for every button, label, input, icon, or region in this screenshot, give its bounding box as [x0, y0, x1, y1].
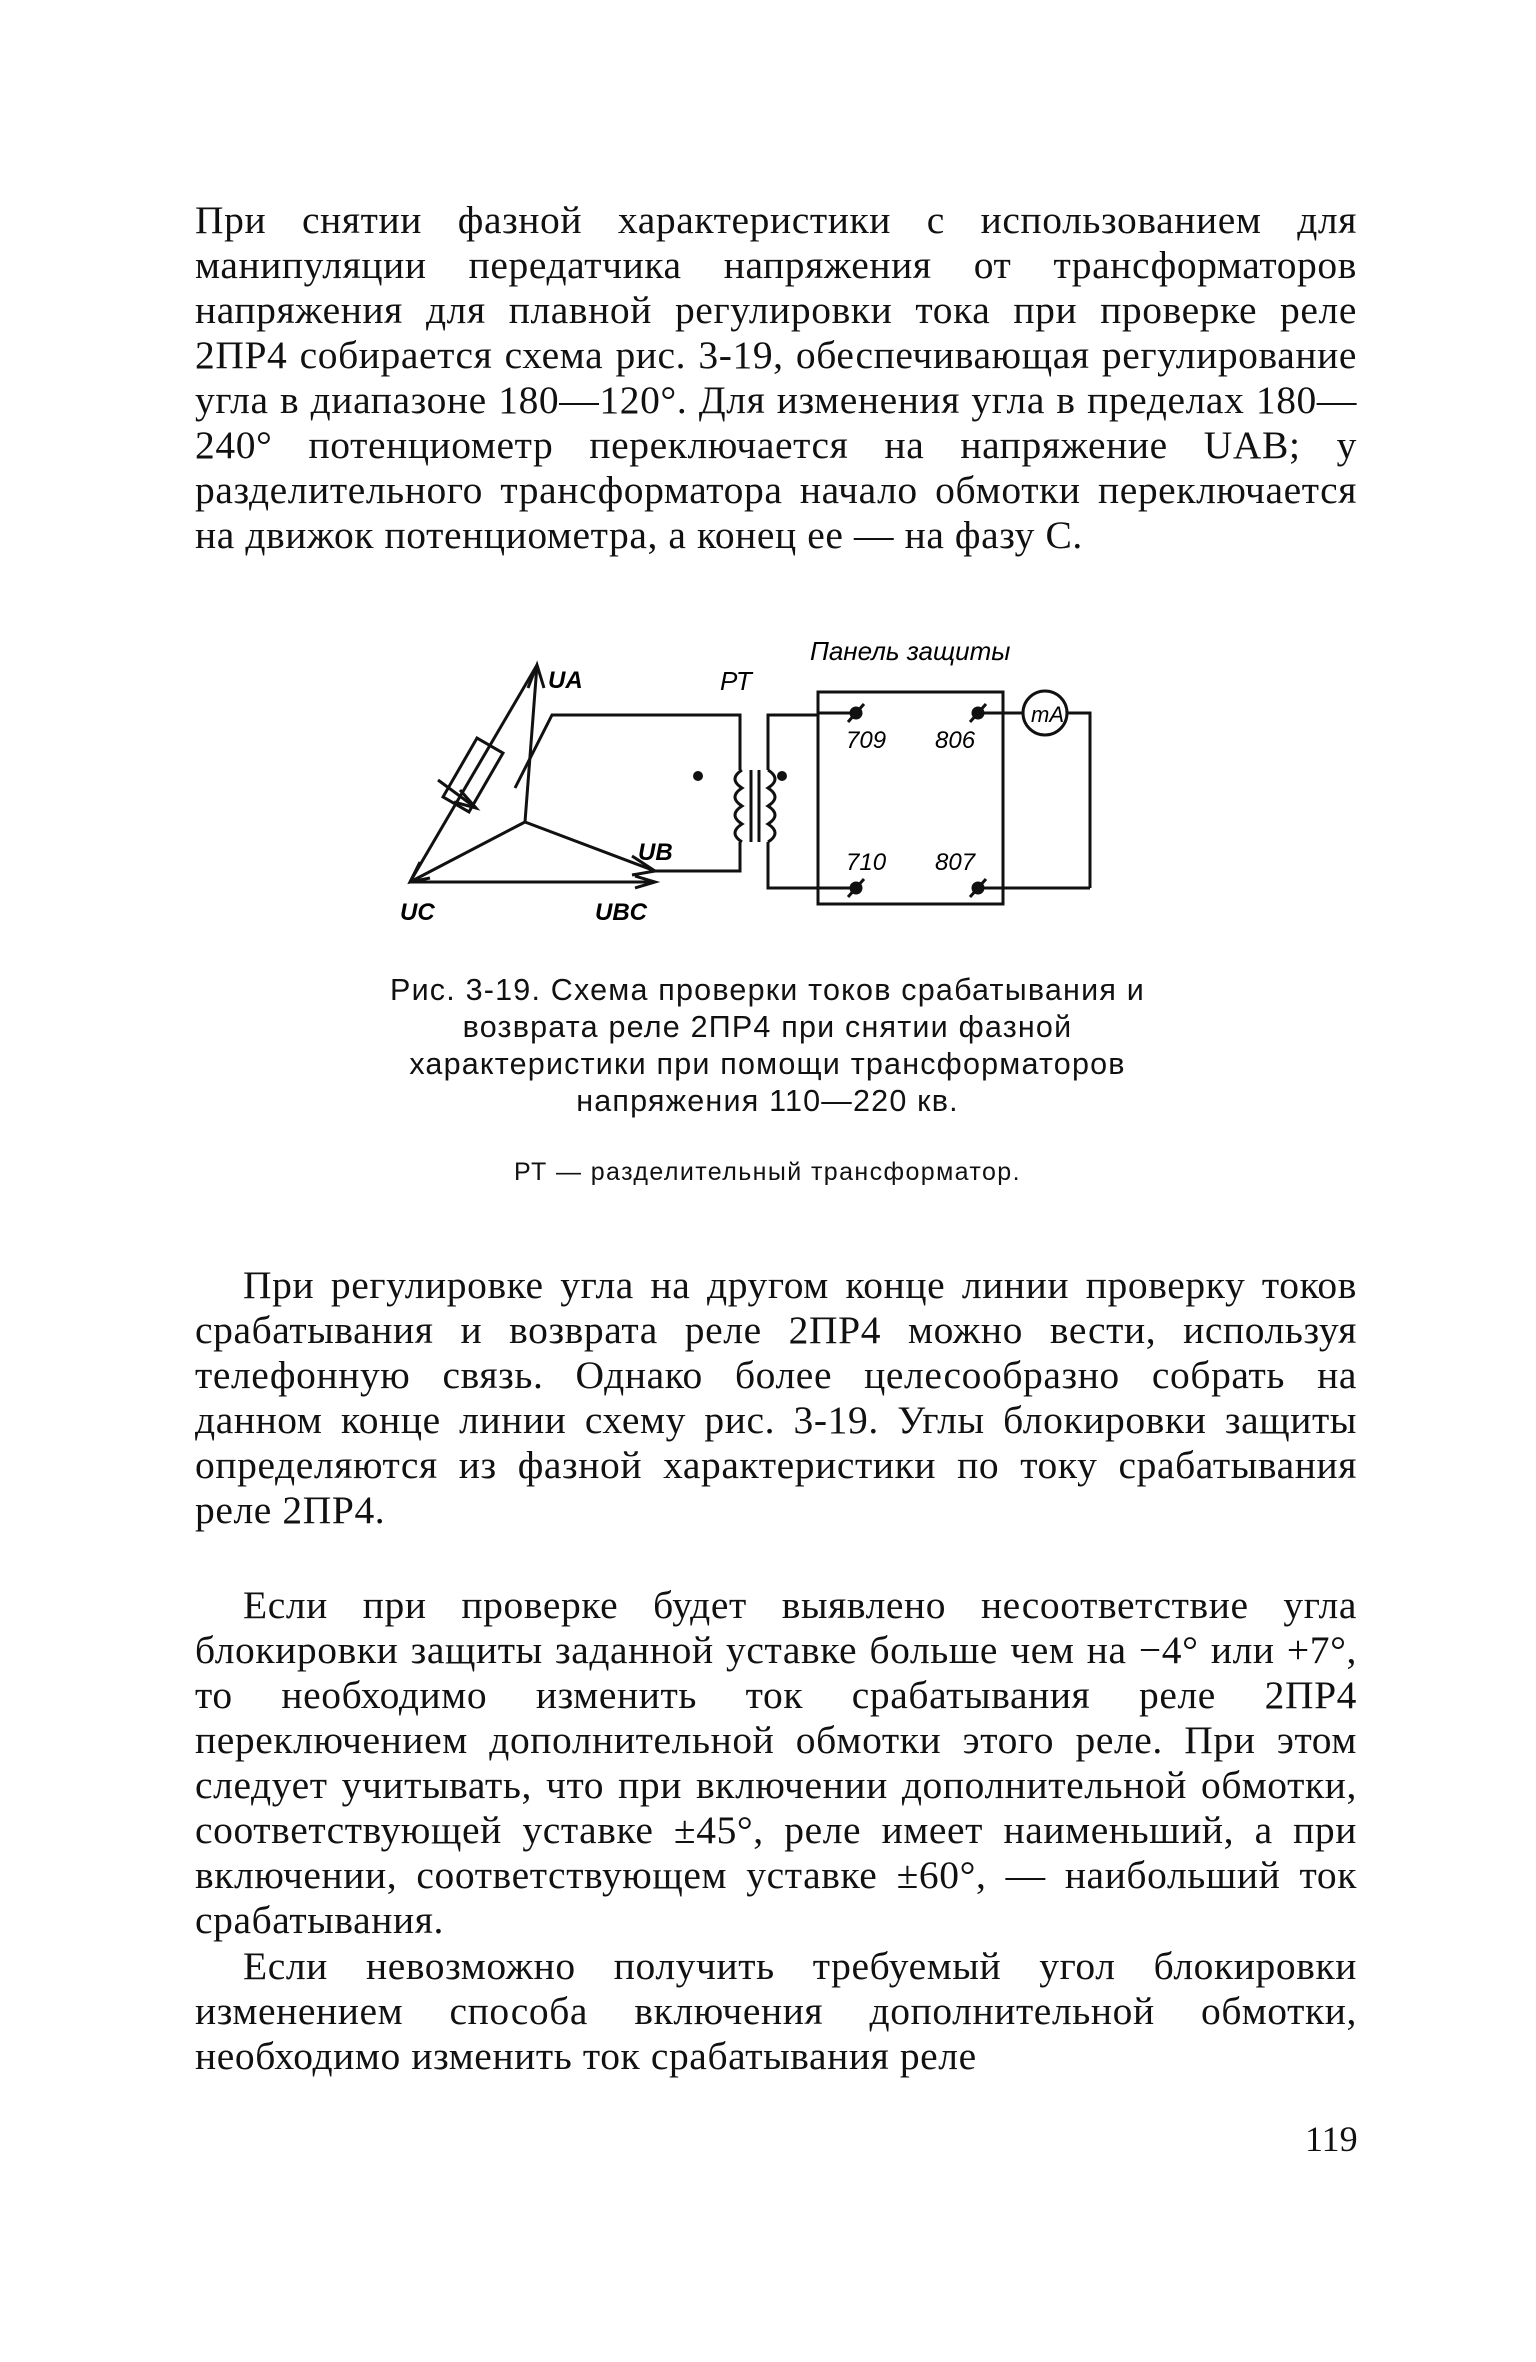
uc-label: UC — [400, 899, 435, 926]
rt-secondary-coil — [768, 770, 775, 842]
wire-secondary-top — [768, 713, 818, 770]
polarity-dot-primary — [693, 771, 703, 781]
paragraph-4: Если невозможно получить требуемый угол блокировки изменением способа включения дополнительной обмотки, необходимо изменить ток срабатывания реле — [195, 1944, 1357, 2078]
page-number: 119 — [1305, 2119, 1358, 2159]
wire-secondary-bottom — [768, 842, 818, 888]
panel-title-label: Панель защиты — [810, 636, 1011, 666]
ub-label: UB — [638, 839, 673, 866]
ubc-label: UBC — [595, 899, 647, 926]
meter-label: mA — [1031, 702, 1064, 727]
terminal-807-label: 807 — [935, 849, 976, 876]
figure-caption: Рис. 3-19. Схема проверки токов срабатывания и возврата реле 2ПР4 при снятии фазной характеристики при помощи трансформаторов напряжения 110—220 кв. — [390, 973, 1145, 1118]
paragraph-3: Если при проверке будет выявлено несоответствие угла блокировки защиты заданной уставке больше чем на −4° или +7°, то необходимо изменить ток срабатывания реле 2ПР4 переключением дополнительной обмотки этого реле. При этом следует учитывать, что при включении дополнительной обмотки, соответствующей уставке ±45°, реле имеет наименьший, а при включении, соответствующем уставке ±60°, — наибольший ток срабатывания. — [195, 1583, 1357, 1942]
wire-meter-return — [1067, 713, 1090, 888]
rt-label: РТ — [720, 666, 752, 696]
terminal-709-label: 709 — [846, 727, 887, 754]
wire-primary-top — [515, 715, 740, 788]
terminal-710-label: 710 — [846, 849, 887, 876]
phasor-ub — [525, 822, 655, 871]
phasor-ua — [525, 665, 537, 822]
polarity-dot-secondary — [777, 771, 787, 781]
paragraph-2: При регулировке угла на другом конце линии проверку токов срабатывания и возврата реле 2ПР4 можно вести, используя телефонную связь. Однако более целесообразно собрать на данном конце линии схему рис. 3-19. Углы блокировки защиты определяются из фазной характеристики по току срабатывания реле 2ПР4. — [195, 1263, 1357, 1532]
paragraph-1: При снятии фазной характеристики с использованием для манипуляции передатчика напряжения от трансформаторов напряжения для плавной регулировки тока при проверке реле 2ПР4 собирается схема рис. 3-19, обеспечивающая регулирование угла в диапазоне 180—120°. Для изменения угла в пределах 180—240° потенциометр переключается на напряжение UAB; у разделительного трансформатора начало обмотки переключается на движок потенциометра, а конец ее — на фазу C. — [195, 198, 1357, 557]
terminal-806-label: 806 — [935, 727, 976, 754]
figure-legend: РТ — разделительный трансформатор. — [514, 1158, 1021, 1186]
rt-primary-coil — [735, 770, 742, 842]
ua-label: UA — [548, 667, 583, 694]
circuit-diagram — [390, 630, 1110, 930]
